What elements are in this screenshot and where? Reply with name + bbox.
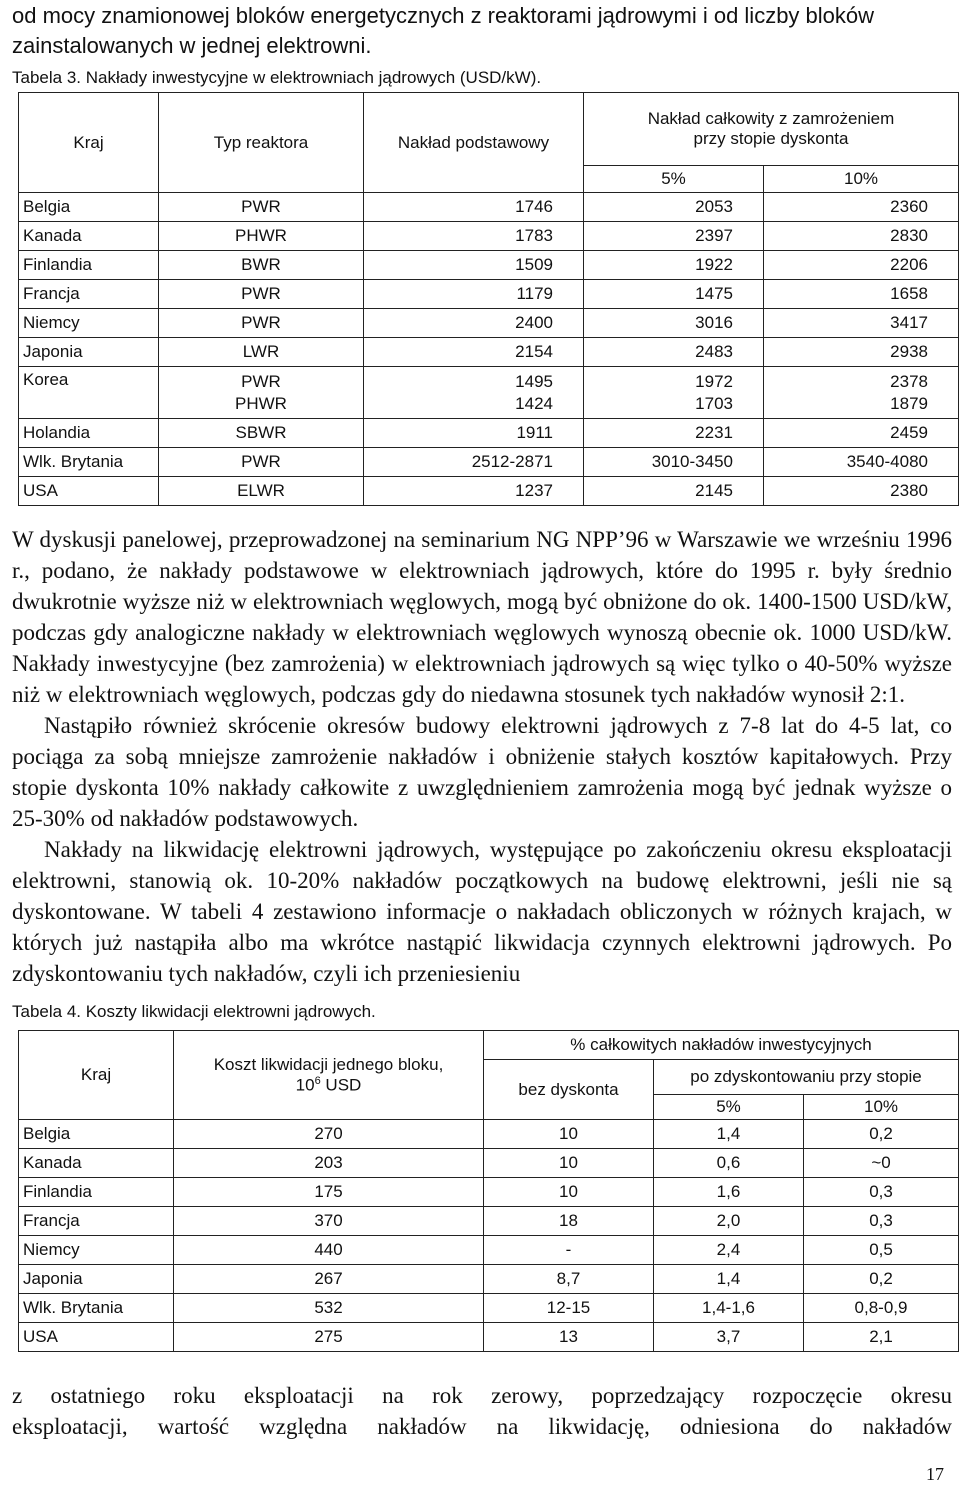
body-text xyxy=(12,524,952,989)
table-row xyxy=(19,222,959,251)
table4-cell-bez: 10 xyxy=(484,1149,654,1178)
table3-cell-5pct xyxy=(584,367,764,419)
table4-cell-bez: 18 xyxy=(484,1207,654,1236)
table3-cell-podstawowy: 2400 xyxy=(364,309,584,338)
table4-cell-5pct: 1,6 xyxy=(654,1178,804,1207)
table3-cell-10pct: 2206 xyxy=(764,251,959,280)
table3-cell-podstawowy-a: 1495 xyxy=(515,371,553,391)
table4-cell-10pct: 0,8-0,9 xyxy=(804,1294,959,1323)
table3-cell-podstawowy: 1911 xyxy=(364,419,584,448)
table-row xyxy=(19,1149,959,1178)
table4-cell-bez: 10 xyxy=(484,1120,654,1149)
closing-line-2: eksploatacji, wartość względna nakładów na likwidację, odniesiona do nakładów xyxy=(12,1414,952,1439)
table-row xyxy=(19,367,959,419)
table3-header-calkowity-line2: przy stopie dyskonta xyxy=(693,129,849,148)
table3-cell-kraj: USA xyxy=(19,477,159,506)
table4-header-po: po zdyskontowaniu przy stopie xyxy=(654,1060,959,1095)
table3-cell-5pct: 2397 xyxy=(584,222,764,251)
table-row xyxy=(19,1323,959,1352)
table3-cell-typ-b: PHWR xyxy=(235,393,287,413)
table4-header-koszt-line1: Koszt likwidacji jednego bloku, xyxy=(213,1054,444,1074)
table3-cell-5pct-b: 1703 xyxy=(695,393,733,413)
table4-cell-bez: 8,7 xyxy=(484,1265,654,1294)
table3-cell-podstawowy: 2512-2871 xyxy=(364,448,584,477)
table3-cell-10pct: 2380 xyxy=(764,477,959,506)
table4-cell-koszt: 532 xyxy=(174,1294,484,1323)
table3-cell-podstawowy: 1509 xyxy=(364,251,584,280)
table-row xyxy=(19,193,959,222)
table3-cell-podstawowy-b: 1424 xyxy=(515,393,553,413)
table3-cell-10pct: 2459 xyxy=(764,419,959,448)
table3-header-10pct: 10% xyxy=(764,166,959,193)
table-row xyxy=(19,448,959,477)
table3-header-typ: Typ reaktora xyxy=(159,93,364,193)
table4-cell-5pct: 2,0 xyxy=(654,1207,804,1236)
table4-cell-bez: 12-15 xyxy=(484,1294,654,1323)
table4-cell-koszt: 275 xyxy=(174,1323,484,1352)
table3-cell-podstawowy: 2154 xyxy=(364,338,584,367)
table3-cell-typ: PWR xyxy=(159,193,364,222)
table3-cell-kraj: Japonia xyxy=(19,338,159,367)
page-number: 17 xyxy=(926,1464,944,1484)
table4-cell-5pct: 1,4 xyxy=(654,1120,804,1149)
table3-cell-kraj: Korea xyxy=(19,367,159,419)
table4-cell-10pct: 2,1 xyxy=(804,1323,959,1352)
table4-cell-koszt: 267 xyxy=(174,1265,484,1294)
table4-cell-5pct: 2,4 xyxy=(654,1236,804,1265)
table4-cell-bez: - xyxy=(484,1236,654,1265)
table3-cell-10pct-a: 2378 xyxy=(890,371,928,391)
table4-cell-kraj: Japonia xyxy=(19,1265,174,1294)
table4-cell-kraj: Niemcy xyxy=(19,1236,174,1265)
table3-cell-kraj: Niemcy xyxy=(19,309,159,338)
table4-header-5pct: 5% xyxy=(654,1095,804,1120)
table3-header-calkowity xyxy=(584,93,959,166)
table3-cell-podstawowy xyxy=(364,367,584,419)
table3-cell-kraj: Francja xyxy=(19,280,159,309)
table4-cell-koszt: 270 xyxy=(174,1120,484,1149)
table3-cell-5pct: 2145 xyxy=(584,477,764,506)
table-row xyxy=(19,251,959,280)
table3-cell-typ: PWR xyxy=(159,309,364,338)
table3-cell-kraj: Holandia xyxy=(19,419,159,448)
table3-cell-5pct: 2231 xyxy=(584,419,764,448)
table4-cell-bez: 10 xyxy=(484,1178,654,1207)
table4-cell-5pct: 1,4 xyxy=(654,1265,804,1294)
table3-cell-podstawowy: 1746 xyxy=(364,193,584,222)
table3-header-kraj: Kraj xyxy=(19,93,159,193)
table3-caption: Tabela 3. Nakłady inwestycyjne w elektrowniach jądrowych (USD/kW). xyxy=(12,68,542,87)
closing-text xyxy=(12,1380,952,1442)
table4-cell-10pct: 0,2 xyxy=(804,1265,959,1294)
table3-cell-podstawowy: 1783 xyxy=(364,222,584,251)
table4-header-procent: % całkowitych nakładów inwestycyjnych xyxy=(484,1031,959,1060)
table3-cell-typ: BWR xyxy=(159,251,364,280)
table3-cell-5pct: 2053 xyxy=(584,193,764,222)
table4-caption: Tabela 4. Koszty likwidacji elektrowni jądrowych. xyxy=(12,1002,376,1021)
table4-cell-10pct: 0,2 xyxy=(804,1120,959,1149)
table3-cell-5pct-a: 1972 xyxy=(695,371,733,391)
table3-cell-10pct xyxy=(764,367,959,419)
table3-cell-kraj: Wlk. Brytania xyxy=(19,448,159,477)
table4-cell-5pct: 1,4-1,6 xyxy=(654,1294,804,1323)
table3-cell-kraj: Finlandia xyxy=(19,251,159,280)
table3-cell-typ: PHWR xyxy=(159,222,364,251)
table3-header-5pct: 5% xyxy=(584,166,764,193)
table4-header-koszt-base: 10 xyxy=(295,1075,315,1095)
table4-cell-koszt: 203 xyxy=(174,1149,484,1178)
table-row xyxy=(19,1265,959,1294)
table-row xyxy=(19,1120,959,1149)
table3-cell-5pct: 3016 xyxy=(584,309,764,338)
table3-header-calkowity-line1: Nakład całkowity z zamrożeniem xyxy=(647,109,895,128)
table3-cell-10pct: 3540-4080 xyxy=(764,448,959,477)
table4-cell-10pct: ~0 xyxy=(804,1149,959,1178)
table4-header-row xyxy=(19,1031,959,1060)
table4-header-koszt-line2 xyxy=(180,1075,477,1096)
table-row xyxy=(19,419,959,448)
table3-cell-podstawowy: 1237 xyxy=(364,477,584,506)
table3-cell-typ xyxy=(159,367,364,419)
table4-cell-bez: 13 xyxy=(484,1323,654,1352)
paragraph-2: Nastąpiło również skrócenie okresów budowy elektrowni jądrowych z 7-8 lat do 4-5 lat, co pociąga za sobą mniejsze zamrożenie nakładów i obniżenie stałych kosztów kapitałowych. Przy stopie dyskonta 10% nakłady całkowite z uwzględnieniem zamrożenia mogą być jednak wyższe o 25-30% od nakładów podstawowych. xyxy=(12,713,952,831)
table3-cell-5pct: 1922 xyxy=(584,251,764,280)
table4-cell-kraj: USA xyxy=(19,1323,174,1352)
table4-cell-5pct: 3,7 xyxy=(654,1323,804,1352)
table3-cell-10pct: 2938 xyxy=(764,338,959,367)
table4-cell-5pct: 0,6 xyxy=(654,1149,804,1178)
table-row xyxy=(19,1178,959,1207)
table3-cell-typ: PWR xyxy=(159,448,364,477)
table3-cell-typ: PWR xyxy=(159,280,364,309)
table4-cell-koszt: 440 xyxy=(174,1236,484,1265)
table-row xyxy=(19,1207,959,1236)
table3-header-podstawowy: Nakład podstawowy xyxy=(364,93,584,193)
table4-cell-koszt: 175 xyxy=(174,1178,484,1207)
table3-cell-10pct: 2360 xyxy=(764,193,959,222)
table4-cell-10pct: 0,3 xyxy=(804,1207,959,1236)
table3-cell-5pct: 3010-3450 xyxy=(584,448,764,477)
table4-header-kraj: Kraj xyxy=(19,1031,174,1120)
table4-cell-koszt: 370 xyxy=(174,1207,484,1236)
table3-cell-podstawowy: 1179 xyxy=(364,280,584,309)
table3-cell-kraj: Kanada xyxy=(19,222,159,251)
table3-cell-10pct: 3417 xyxy=(764,309,959,338)
table3-cell-5pct: 1475 xyxy=(584,280,764,309)
paragraph-1: W dyskusji panelowej, przeprowadzonej na seminarium NG NPP’96 w Warszawie we wrześniu 1996 r., podano, że nakłady podstawowe w elektrowniach jądrowych, które do 1995 r. były średnio dwukrotnie wyższe niż w elektrowniach węglowych, mogą być obniżone do ok. 1400-1500 USD/kW, podczas gdy analogiczne nakłady w elektrowniach węglowych wynoszą obecnie ok. 1000 USD/kW. Nakłady inwestycyjne (bez zamrożenia) w elektrowniach jądrowych są więc tylko o 40-50% wyższe niż w elektrowniach węglowych, podczas gdy do niedawna stosunek tych nakładów wynosił 2:1. xyxy=(12,527,952,707)
table4 xyxy=(18,1030,959,1352)
table-row xyxy=(19,477,959,506)
closing-line-1: z ostatniego roku eksploatacji na rok zerowy, poprzedzający rozpoczęcie okresu xyxy=(12,1383,952,1408)
table4-cell-kraj: Francja xyxy=(19,1207,174,1236)
table3-cell-5pct: 2483 xyxy=(584,338,764,367)
table-row xyxy=(19,1236,959,1265)
table4-cell-kraj: Finlandia xyxy=(19,1178,174,1207)
table4-cell-kraj: Wlk. Brytania xyxy=(19,1294,174,1323)
table4-cell-kraj: Belgia xyxy=(19,1120,174,1149)
intro-line-2: zainstalowanych w jednej elektrowni. xyxy=(12,33,372,58)
table3 xyxy=(18,92,959,506)
table4-header-koszt-unit: USD xyxy=(320,1075,362,1095)
table3-cell-typ: SBWR xyxy=(159,419,364,448)
table3-cell-typ: ELWR xyxy=(159,477,364,506)
table4-cell-10pct: 0,5 xyxy=(804,1236,959,1265)
table3-cell-10pct: 1658 xyxy=(764,280,959,309)
table3-cell-typ-a: PWR xyxy=(241,371,281,391)
table3-cell-typ: LWR xyxy=(159,338,364,367)
table-row xyxy=(19,1294,959,1323)
table4-header-koszt-exp: 6 xyxy=(314,1074,321,1087)
table4-cell-10pct: 0,3 xyxy=(804,1178,959,1207)
table4-cell-kraj: Kanada xyxy=(19,1149,174,1178)
table4-header-bez: bez dyskonta xyxy=(484,1060,654,1120)
table-row xyxy=(19,309,959,338)
table-row xyxy=(19,338,959,367)
paragraph-3: Nakłady na likwidację elektrowni jądrowych, występujące po zakończeniu okresu eksploatacji elektrowni, stanowią ok. 10-20% nakładów początkowych na budowę elektrowni, jeśli nie są dyskontowane. W tabeli 4 zestawiono informacje o nakładach obliczonych w różnych krajach, w których już nastąpiła albo ma wkrótce nastąpić likwidacja czynnych elektrowni jądrowych. Po zdyskontowaniu tych nakładów, czyli ich przeniesieniu xyxy=(12,837,952,986)
table3-cell-10pct: 2830 xyxy=(764,222,959,251)
table-row xyxy=(19,280,959,309)
intro-line-1: od mocy znamionowej bloków energetycznych z reaktorami jądrowymi i od liczby bloków xyxy=(12,3,875,28)
table3-cell-10pct-b: 1879 xyxy=(890,393,928,413)
table3-cell-kraj: Belgia xyxy=(19,193,159,222)
table4-header-koszt xyxy=(174,1031,484,1120)
table3-header-row xyxy=(19,93,959,166)
table4-header-10pct: 10% xyxy=(804,1095,959,1120)
